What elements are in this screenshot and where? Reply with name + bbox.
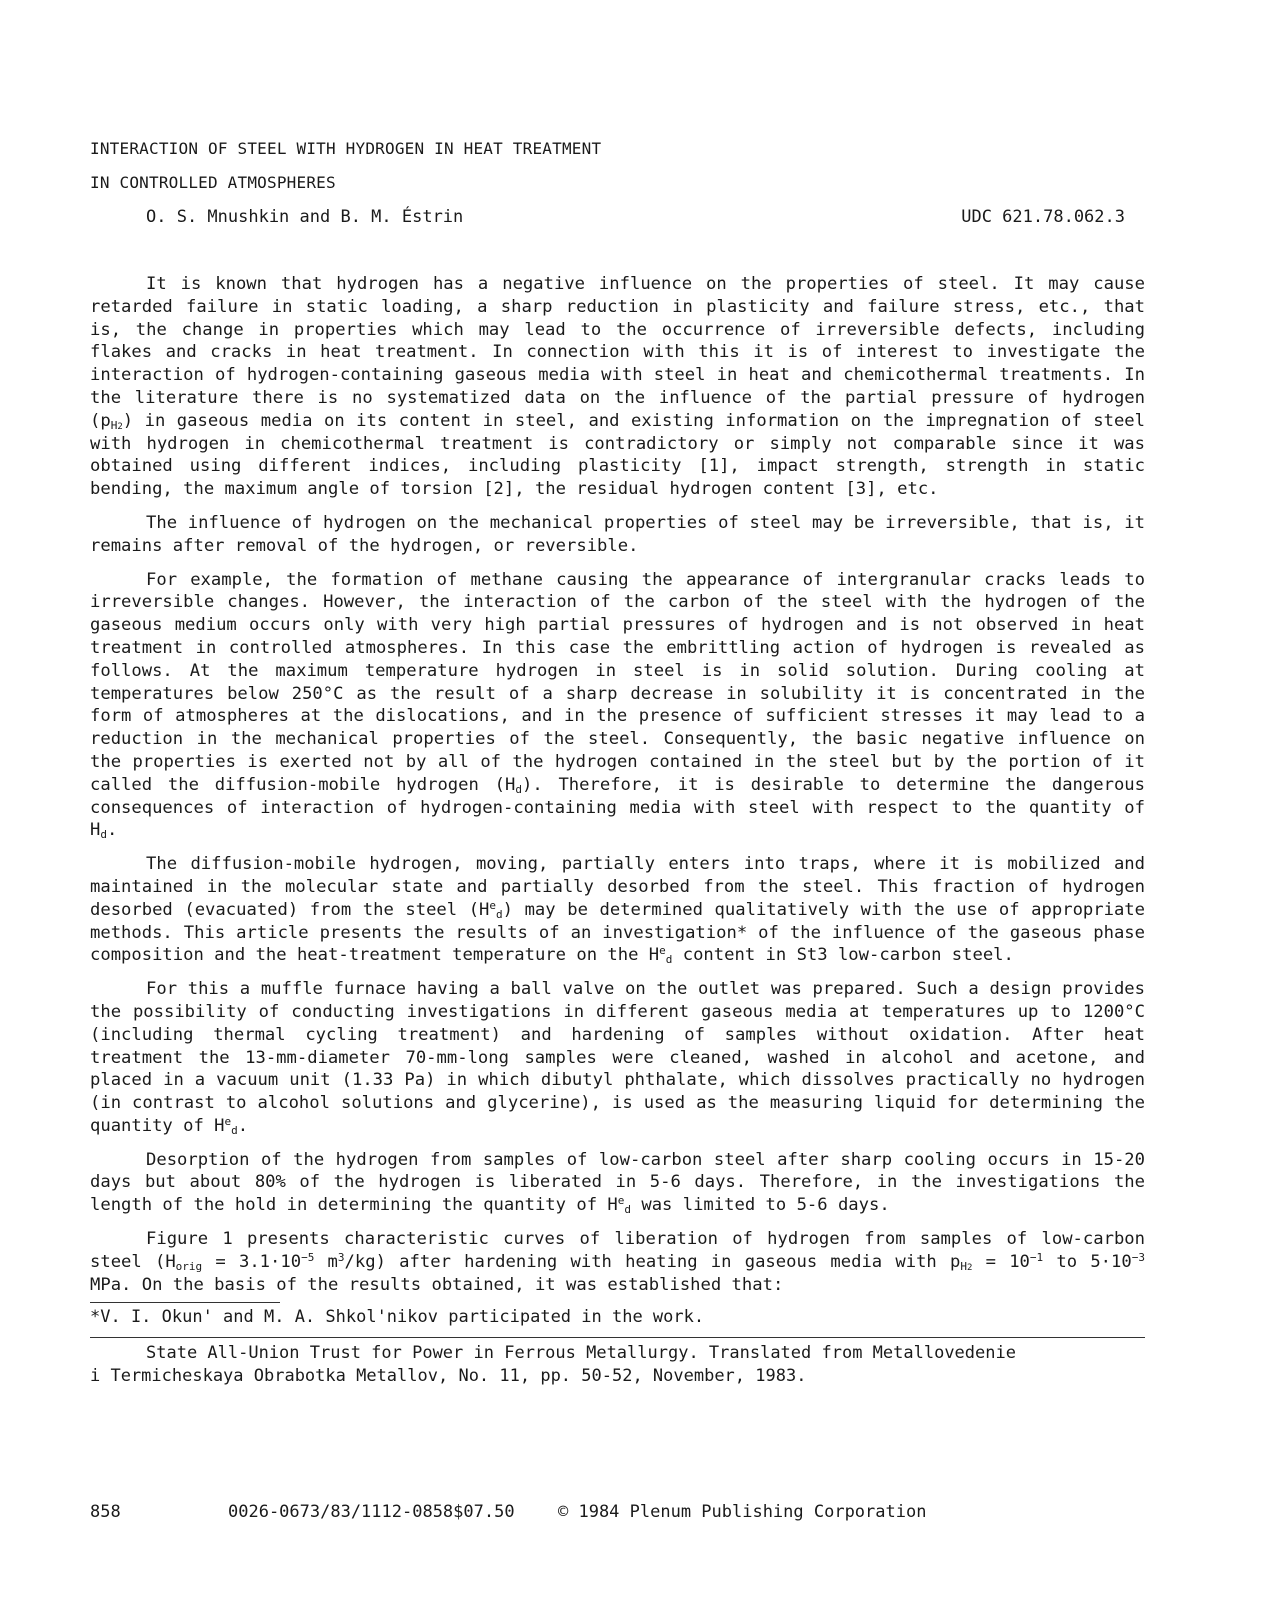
page-footer <box>90 1502 1090 1522</box>
footnote: *V. I. Okun' and M. A. Shkol'nikov participated in the work. <box>90 1302 280 1327</box>
paragraph-6: Desorption of the hydrogen from samples of low-carbon steel after sharp cooling occurs in 15-20 days but about 80% of the hydrogen is liberated in 5-6 days. Therefore, in the investigations the length of the hold in determining the quantity of $H^e_d$ was limited to 5-6 days. <box>90 1149 1145 1217</box>
translation-note <box>90 1338 1145 1388</box>
article-code: 0026-0673/83/1112-0858$07.50 <box>228 1502 515 1522</box>
paragraph-5: For this a muffle furnace having a ball valve on the outlet was prepared. Such a design provides the possibility of conducting investigations in different gaseous media at temperatures up to 1200°C (including thermal cycling treatment) and hardening of samples without oxidation. After heat treatment the 13-mm-diameter 70-mm-long samples were cleaned, washed in alcohol and acetone, and placed in a vacuum unit (1.33 Pa) in which dibutyl phthalate, which dissolves practically no hydrogen (in contrast to alcohol solutions and glycerine), is used as the measuring liquid for determining the quantity of $H^e_d$. <box>90 979 1145 1137</box>
paragraph-2: The influence of hydrogen on the mechanical properties of steel may be irreversible, that is, it remains after removal of the hydrogen, or reversible. <box>90 512 1145 556</box>
title-line-1: INTERACTION OF STEEL WITH HYDROGEN IN HEAT TREATMENT <box>90 139 602 158</box>
paragraph-7: Figure 1 presents characteristic curves of liberation of hydrogen from samples of low-carbon steel ($H_{orig} = 3.1\cdot 10^{-5}$ $m^3/kg$) after hardening with heating in gaseous media with $p_{H2} = 10^{-1}$ to $5\cdot 10^{-3}$ MPa. On the basis of the results obtained, it was established that: <box>90 1229 1145 1295</box>
udc-code: UDC 621.78.062.3 <box>961 207 1125 227</box>
translation-line-2: i Termicheskaya Obrabotka Metallov, No. 11, pp. 50-52, November, 1983. <box>90 1366 807 1387</box>
article-title <box>90 132 1145 200</box>
paragraph-3: For example, the formation of methane causing the appearance of intergranular cracks leads to irreversible changes. However, the interaction of the carbon of the steel with the hydrogen of the gaseous medium occurs only with very high partial pressures of hydrogen and is not observed in heat treatment in controlled atmospheres. In this case the embrittling action of hydrogen is revealed as follows. At the maximum temperature hydrogen in steel is in solid solution. During cooling at temperatures below 250°C as the result of a sharp decrease in solubility it is concentrated in the form of atmospheres at the dislocations, and in the presence of sufficient stresses it may lead to a reduction in the mechanical properties of the steel. Consequently, the basic negative influence on the properties is exerted not by all of the hydrogen contained in the steel but by the portion of it called the diffusion-mobile hydrogen $(H_d)$. Therefore, it is desirable to determine the dangerous consequences of interaction of hydrogen-containing media with steel with respect to the quantity of $H_d$. <box>90 569 1145 842</box>
page-number: 858 <box>90 1502 121 1522</box>
paragraph-1: It is known that hydrogen has a negative influence on the properties of steel. It may cause retarded failure in static loading, a sharp reduction in plasticity and failure stress, etc., that is, the change in properties which may lead to the occurrence of irreversible defects, including flakes and cracks in heat treatment. In connection with this it is of interest to investigate the interaction of hydrogen-containing gaseous media with steel in heat and chemicothermal treatments. In the literature there is no systematized data on the influence of the partial pressure of hydrogen $(p_{H2})$ in gaseous media on its content in steel, and existing information on the impregnation of steel with hydrogen in chemicothermal treatment is contradictory or simply not comparable since it was obtained using different indices, including plasticity [1], impact strength, strength in static bending, the maximum angle of torsion [2], the residual hydrogen content [3], etc. <box>90 274 1145 500</box>
authors-row <box>90 207 1145 227</box>
article-body <box>90 273 1145 1296</box>
paragraph-4: The diffusion-mobile hydrogen, moving, partially enters into traps, where it is mobilized and maintained in the molecular state and partially desorbed from the steel. This fraction of hydrogen desorbed (evacuated) from the steel $(H^e_d)$ may be determined qualitatively with the use of appropriate methods. This article presents the results of an investigation* of the influence of the gaseous phase composition and the heat-treatment temperature on the $H^e_d$ content in St3 low-carbon steel. <box>90 854 1145 967</box>
copyright: © 1984 Plenum Publishing Corporation <box>558 1502 927 1522</box>
article-page <box>90 132 1145 1388</box>
title-line-2: IN CONTROLLED ATMOSPHERES <box>90 173 336 192</box>
translation-line-1: State All-Union Trust for Power in Ferrous Metallurgy. Translated from Metallovedenie <box>146 1343 1016 1364</box>
authors: O. S. Mnushkin and B. M. Éstrin <box>146 207 464 227</box>
